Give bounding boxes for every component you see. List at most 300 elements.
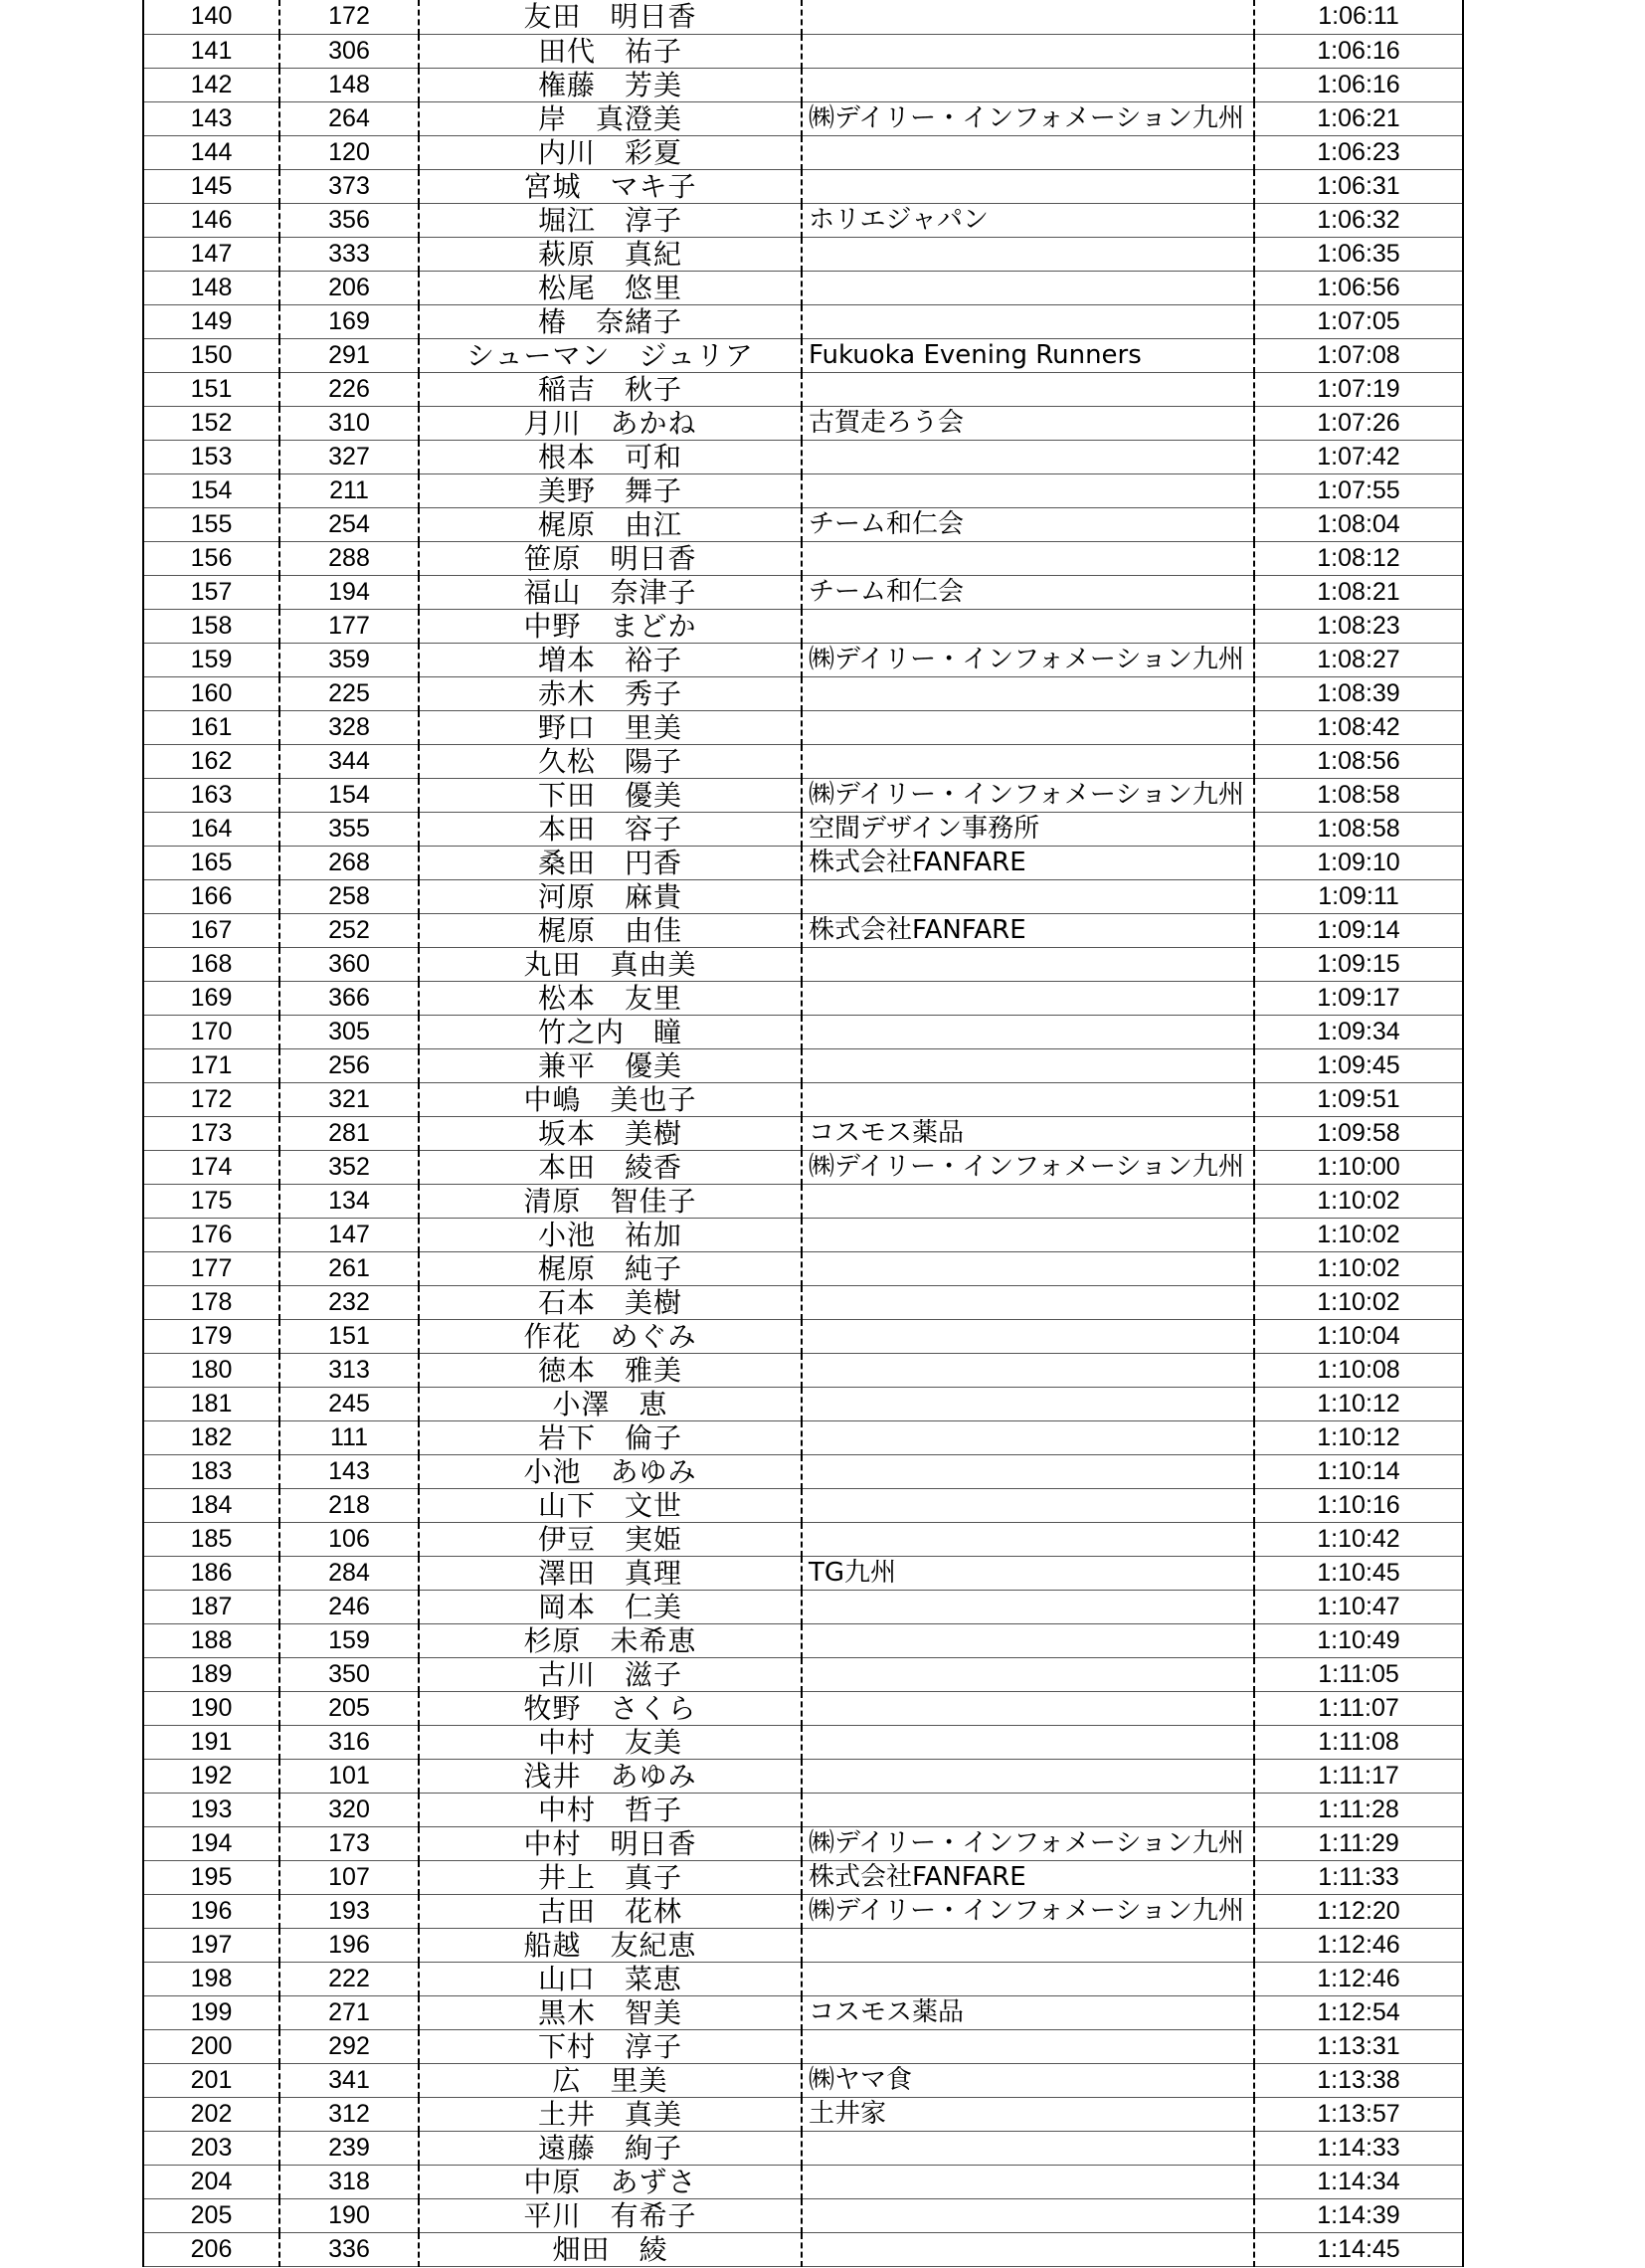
runner-name-cell: 井上 真子: [419, 1860, 802, 1894]
rank-cell: 170: [143, 1015, 279, 1048]
table-row: [143, 1759, 1463, 1793]
bib-number-cell: 258: [279, 879, 419, 913]
table-row: [143, 1082, 1463, 1116]
runner-name-cell: 平川 有希子: [419, 2198, 802, 2232]
team-cell: [802, 1285, 1254, 1319]
table-row: [143, 541, 1463, 575]
bib-number-cell: 261: [279, 1251, 419, 1285]
rank-cell: 151: [143, 372, 279, 406]
bib-number-cell: 173: [279, 1826, 419, 1860]
finish-time-cell: 1:14:45: [1254, 2232, 1463, 2266]
table-row: [143, 507, 1463, 541]
rank-cell: 184: [143, 1488, 279, 1522]
rank-cell: 173: [143, 1116, 279, 1150]
rank-cell: 205: [143, 2198, 279, 2232]
table-row: [143, 1454, 1463, 1488]
rank-cell: 145: [143, 169, 279, 203]
bib-number-cell: 281: [279, 1116, 419, 1150]
table-row: [143, 406, 1463, 440]
team-cell: Fukuoka Evening Runners: [802, 338, 1254, 372]
runner-name-cell: 友田 明日香: [419, 0, 802, 34]
bib-number-cell: 327: [279, 440, 419, 473]
rank-cell: 197: [143, 1928, 279, 1962]
table-row: [143, 271, 1463, 304]
rank-cell: 164: [143, 812, 279, 846]
finish-time-cell: 1:11:28: [1254, 1793, 1463, 1826]
team-cell: [802, 1387, 1254, 1420]
table-row: [143, 440, 1463, 473]
team-cell: 古賀走ろう会: [802, 406, 1254, 440]
finish-time-cell: 1:11:08: [1254, 1725, 1463, 1759]
runner-name-cell: 竹之内 瞳: [419, 1015, 802, 1048]
runner-name-cell: 梶原 由佳: [419, 913, 802, 947]
bib-number-cell: 147: [279, 1218, 419, 1251]
rank-cell: 202: [143, 2097, 279, 2131]
team-cell: [802, 1048, 1254, 1082]
finish-time-cell: 1:13:31: [1254, 2029, 1463, 2063]
bib-number-cell: 120: [279, 135, 419, 169]
team-cell: [802, 1590, 1254, 1623]
team-cell: [802, 947, 1254, 981]
team-cell: [802, 2131, 1254, 2165]
team-cell: [802, 2198, 1254, 2232]
rank-cell: 185: [143, 1522, 279, 1556]
team-cell: [802, 271, 1254, 304]
finish-time-cell: 1:06:56: [1254, 271, 1463, 304]
team-cell: [802, 541, 1254, 575]
finish-time-cell: 1:06:35: [1254, 237, 1463, 271]
table-row: [143, 1353, 1463, 1387]
team-cell: [802, 237, 1254, 271]
team-cell: [802, 1928, 1254, 1962]
bib-number-cell: 312: [279, 2097, 419, 2131]
table-row: [143, 2029, 1463, 2063]
table-row: [143, 913, 1463, 947]
table-row: [143, 1488, 1463, 1522]
rank-cell: 158: [143, 609, 279, 643]
runner-name-cell: 笹原 明日香: [419, 541, 802, 575]
table-row: [143, 2131, 1463, 2165]
finish-time-cell: 1:10:08: [1254, 1353, 1463, 1387]
team-cell: [802, 609, 1254, 643]
table-row: [143, 1894, 1463, 1928]
runner-name-cell: 山口 菜恵: [419, 1962, 802, 1995]
bib-number-cell: 106: [279, 1522, 419, 1556]
bib-number-cell: 305: [279, 1015, 419, 1048]
bib-number-cell: 151: [279, 1319, 419, 1353]
bib-number-cell: 359: [279, 643, 419, 676]
finish-time-cell: 1:10:00: [1254, 1150, 1463, 1184]
table-row: [143, 304, 1463, 338]
team-cell: [802, 135, 1254, 169]
rank-cell: 171: [143, 1048, 279, 1082]
finish-time-cell: 1:10:42: [1254, 1522, 1463, 1556]
table-row: [143, 1623, 1463, 1657]
team-cell: [802, 981, 1254, 1015]
table-row: [143, 1928, 1463, 1962]
finish-time-cell: 1:09:14: [1254, 913, 1463, 947]
bib-number-cell: 245: [279, 1387, 419, 1420]
finish-time-cell: 1:10:12: [1254, 1420, 1463, 1454]
bib-number-cell: 350: [279, 1657, 419, 1691]
bib-number-cell: 211: [279, 473, 419, 507]
table-row: [143, 1522, 1463, 1556]
finish-time-cell: 1:10:02: [1254, 1218, 1463, 1251]
runner-name-cell: 椿 奈緒子: [419, 304, 802, 338]
team-cell: コスモス薬品: [802, 1995, 1254, 2029]
team-cell: [802, 1454, 1254, 1488]
table-row: [143, 34, 1463, 68]
finish-time-cell: 1:10:02: [1254, 1285, 1463, 1319]
table-row: [143, 68, 1463, 101]
rank-cell: 165: [143, 846, 279, 879]
finish-time-cell: 1:08:58: [1254, 812, 1463, 846]
table-row: [143, 1793, 1463, 1826]
finish-time-cell: 1:06:31: [1254, 169, 1463, 203]
rank-cell: 186: [143, 1556, 279, 1590]
rank-cell: 149: [143, 304, 279, 338]
team-cell: [802, 2029, 1254, 2063]
bib-number-cell: 352: [279, 1150, 419, 1184]
finish-time-cell: 1:08:27: [1254, 643, 1463, 676]
table-row: [143, 643, 1463, 676]
finish-time-cell: 1:14:39: [1254, 2198, 1463, 2232]
runner-name-cell: 萩原 真紀: [419, 237, 802, 271]
rank-cell: 150: [143, 338, 279, 372]
table-row: [143, 473, 1463, 507]
rank-cell: 156: [143, 541, 279, 575]
team-cell: [802, 34, 1254, 68]
finish-time-cell: 1:09:10: [1254, 846, 1463, 879]
runner-name-cell: 坂本 美樹: [419, 1116, 802, 1150]
rank-cell: 142: [143, 68, 279, 101]
rank-cell: 174: [143, 1150, 279, 1184]
rank-cell: 153: [143, 440, 279, 473]
runner-name-cell: 徳本 雅美: [419, 1353, 802, 1387]
rank-cell: 204: [143, 2165, 279, 2198]
runner-name-cell: 河原 麻貴: [419, 879, 802, 913]
finish-time-cell: 1:13:38: [1254, 2063, 1463, 2097]
finish-time-cell: 1:07:05: [1254, 304, 1463, 338]
bib-number-cell: 206: [279, 271, 419, 304]
team-cell: ㈱デイリー・インフォメーション九州: [802, 1150, 1254, 1184]
bib-number-cell: 159: [279, 1623, 419, 1657]
rank-cell: 143: [143, 101, 279, 135]
team-cell: [802, 1184, 1254, 1218]
runner-name-cell: 丸田 真由美: [419, 947, 802, 981]
bib-number-cell: 355: [279, 812, 419, 846]
finish-time-cell: 1:10:02: [1254, 1251, 1463, 1285]
bib-number-cell: 101: [279, 1759, 419, 1793]
team-cell: [802, 2165, 1254, 2198]
bib-number-cell: 328: [279, 710, 419, 744]
bib-number-cell: 341: [279, 2063, 419, 2097]
runner-name-cell: 兼平 優美: [419, 1048, 802, 1082]
runner-name-cell: 中村 友美: [419, 1725, 802, 1759]
runner-name-cell: 福山 奈津子: [419, 575, 802, 609]
finish-time-cell: 1:10:14: [1254, 1454, 1463, 1488]
table-row: [143, 1184, 1463, 1218]
table-row: [143, 1826, 1463, 1860]
finish-time-cell: 1:09:15: [1254, 947, 1463, 981]
table-row: [143, 1319, 1463, 1353]
team-cell: [802, 1251, 1254, 1285]
rank-cell: 157: [143, 575, 279, 609]
finish-time-cell: 1:08:58: [1254, 778, 1463, 812]
rank-cell: 172: [143, 1082, 279, 1116]
rank-cell: 155: [143, 507, 279, 541]
team-cell: コスモス薬品: [802, 1116, 1254, 1150]
team-cell: チーム和仁会: [802, 575, 1254, 609]
rank-cell: 166: [143, 879, 279, 913]
team-cell: ホリエジャパン: [802, 203, 1254, 237]
table-row: [143, 710, 1463, 744]
finish-time-cell: 1:06:11: [1254, 0, 1463, 34]
team-cell: [802, 1353, 1254, 1387]
team-cell: [802, 2232, 1254, 2266]
finish-time-cell: 1:08:42: [1254, 710, 1463, 744]
table-row: [143, 0, 1463, 34]
runner-name-cell: 稲吉 秋子: [419, 372, 802, 406]
bib-number-cell: 225: [279, 676, 419, 710]
rank-cell: 176: [143, 1218, 279, 1251]
rank-cell: 180: [143, 1353, 279, 1387]
bib-number-cell: 190: [279, 2198, 419, 2232]
table-row: [143, 1691, 1463, 1725]
team-cell: 株式会社FANFARE: [802, 846, 1254, 879]
runner-name-cell: 月川 あかね: [419, 406, 802, 440]
finish-time-cell: 1:12:54: [1254, 1995, 1463, 2029]
runner-name-cell: 小池 あゆみ: [419, 1454, 802, 1488]
runner-name-cell: 増本 裕子: [419, 643, 802, 676]
rank-cell: 178: [143, 1285, 279, 1319]
team-cell: [802, 0, 1254, 34]
runner-name-cell: 中野 まどか: [419, 609, 802, 643]
team-cell: [802, 1623, 1254, 1657]
table-row: [143, 1218, 1463, 1251]
finish-time-cell: 1:06:23: [1254, 135, 1463, 169]
finish-time-cell: 1:08:23: [1254, 609, 1463, 643]
table-row: [143, 1015, 1463, 1048]
rank-cell: 154: [143, 473, 279, 507]
runner-name-cell: 古田 花林: [419, 1894, 802, 1928]
rank-cell: 203: [143, 2131, 279, 2165]
table-row: [143, 338, 1463, 372]
runner-name-cell: 権藤 芳美: [419, 68, 802, 101]
team-cell: [802, 710, 1254, 744]
team-cell: 土井家: [802, 2097, 1254, 2131]
table-row: [143, 1251, 1463, 1285]
rank-cell: 188: [143, 1623, 279, 1657]
finish-time-cell: 1:07:19: [1254, 372, 1463, 406]
rank-cell: 152: [143, 406, 279, 440]
runner-name-cell: 古川 滋子: [419, 1657, 802, 1691]
team-cell: [802, 676, 1254, 710]
finish-time-cell: 1:09:51: [1254, 1082, 1463, 1116]
bib-number-cell: 271: [279, 1995, 419, 2029]
team-cell: [802, 1759, 1254, 1793]
bib-number-cell: 321: [279, 1082, 419, 1116]
rank-cell: 191: [143, 1725, 279, 1759]
table-row: [143, 1387, 1463, 1420]
bib-number-cell: 366: [279, 981, 419, 1015]
rank-cell: 199: [143, 1995, 279, 2029]
team-cell: [802, 1793, 1254, 1826]
finish-time-cell: 1:09:34: [1254, 1015, 1463, 1048]
rank-cell: 194: [143, 1826, 279, 1860]
bib-number-cell: 252: [279, 913, 419, 947]
runner-name-cell: 内川 彩夏: [419, 135, 802, 169]
rank-cell: 206: [143, 2232, 279, 2266]
runner-name-cell: 清原 智佳子: [419, 1184, 802, 1218]
finish-time-cell: 1:12:20: [1254, 1894, 1463, 1928]
runner-name-cell: 黒木 智美: [419, 1995, 802, 2029]
bib-number-cell: 232: [279, 1285, 419, 1319]
bib-number-cell: 169: [279, 304, 419, 338]
runner-name-cell: 中村 明日香: [419, 1826, 802, 1860]
runner-name-cell: 船越 友紀恵: [419, 1928, 802, 1962]
table-row: [143, 947, 1463, 981]
team-cell: [802, 169, 1254, 203]
runner-name-cell: 山下 文世: [419, 1488, 802, 1522]
rank-cell: 147: [143, 237, 279, 271]
team-cell: 空間デザイン事務所: [802, 812, 1254, 846]
runner-name-cell: 下村 淳子: [419, 2029, 802, 2063]
bib-number-cell: 196: [279, 1928, 419, 1962]
bib-number-cell: 218: [279, 1488, 419, 1522]
table-row: [143, 1150, 1463, 1184]
table-row: [143, 1860, 1463, 1894]
runner-name-cell: 伊豆 実姫: [419, 1522, 802, 1556]
table-row: [143, 372, 1463, 406]
finish-time-cell: 1:10:16: [1254, 1488, 1463, 1522]
finish-time-cell: 1:10:47: [1254, 1590, 1463, 1623]
team-cell: ㈱デイリー・インフォメーション九州: [802, 643, 1254, 676]
rank-cell: 195: [143, 1860, 279, 1894]
runner-name-cell: 広 里美: [419, 2063, 802, 2097]
finish-time-cell: 1:11:17: [1254, 1759, 1463, 1793]
finish-time-cell: 1:06:32: [1254, 203, 1463, 237]
rank-cell: 201: [143, 2063, 279, 2097]
table-row: [143, 1725, 1463, 1759]
table-row: [143, 1590, 1463, 1623]
rank-cell: 179: [143, 1319, 279, 1353]
bib-number-cell: 194: [279, 575, 419, 609]
bib-number-cell: 177: [279, 609, 419, 643]
runner-name-cell: 美野 舞子: [419, 473, 802, 507]
table-row: [143, 2097, 1463, 2131]
finish-time-cell: 1:13:57: [1254, 2097, 1463, 2131]
table-row: [143, 1556, 1463, 1590]
team-cell: [802, 1082, 1254, 1116]
team-cell: [802, 1657, 1254, 1691]
team-cell: [802, 1015, 1254, 1048]
results-table-body: [143, 0, 1463, 2266]
bib-number-cell: 205: [279, 1691, 419, 1725]
table-row: [143, 1285, 1463, 1319]
runner-name-cell: 本田 綾香: [419, 1150, 802, 1184]
team-cell: [802, 1488, 1254, 1522]
runner-name-cell: 浅井 あゆみ: [419, 1759, 802, 1793]
rank-cell: 161: [143, 710, 279, 744]
runner-name-cell: 下田 優美: [419, 778, 802, 812]
finish-time-cell: 1:07:08: [1254, 338, 1463, 372]
table-row: [143, 2198, 1463, 2232]
rank-cell: 141: [143, 34, 279, 68]
runner-name-cell: 土井 真美: [419, 2097, 802, 2131]
runner-name-cell: 中原 あずさ: [419, 2165, 802, 2198]
bib-number-cell: 344: [279, 744, 419, 778]
team-cell: ㈱デイリー・インフォメーション九州: [802, 778, 1254, 812]
finish-time-cell: 1:08:39: [1254, 676, 1463, 710]
results-table: [142, 0, 1464, 2267]
runner-name-cell: 野口 里美: [419, 710, 802, 744]
table-row: [143, 169, 1463, 203]
rank-cell: 187: [143, 1590, 279, 1623]
rank-cell: 140: [143, 0, 279, 34]
finish-time-cell: 1:07:42: [1254, 440, 1463, 473]
finish-time-cell: 1:11:07: [1254, 1691, 1463, 1725]
runner-name-cell: 小澤 恵: [419, 1387, 802, 1420]
rank-cell: 167: [143, 913, 279, 947]
team-cell: [802, 1725, 1254, 1759]
team-cell: [802, 744, 1254, 778]
finish-time-cell: 1:08:04: [1254, 507, 1463, 541]
team-cell: [802, 1962, 1254, 1995]
runner-name-cell: 松尾 悠里: [419, 271, 802, 304]
runner-name-cell: シューマン ジュリア: [419, 338, 802, 372]
finish-time-cell: 1:14:33: [1254, 2131, 1463, 2165]
team-cell: [802, 1420, 1254, 1454]
rank-cell: 177: [143, 1251, 279, 1285]
bib-number-cell: 256: [279, 1048, 419, 1082]
table-row: [143, 2232, 1463, 2266]
bib-number-cell: 313: [279, 1353, 419, 1387]
finish-time-cell: 1:10:12: [1254, 1387, 1463, 1420]
rank-cell: 148: [143, 271, 279, 304]
table-row: [143, 1995, 1463, 2029]
team-cell: [802, 372, 1254, 406]
rank-cell: 144: [143, 135, 279, 169]
runner-name-cell: 久松 陽子: [419, 744, 802, 778]
bib-number-cell: 111: [279, 1420, 419, 1454]
runner-name-cell: 中嶋 美也子: [419, 1082, 802, 1116]
table-row: [143, 203, 1463, 237]
rank-cell: 160: [143, 676, 279, 710]
runner-name-cell: 杉原 未希恵: [419, 1623, 802, 1657]
finish-time-cell: 1:10:45: [1254, 1556, 1463, 1590]
runner-name-cell: 澤田 真理: [419, 1556, 802, 1590]
table-row: [143, 2063, 1463, 2097]
runner-name-cell: 宮城 マキ子: [419, 169, 802, 203]
team-cell: [802, 1218, 1254, 1251]
table-row: [143, 609, 1463, 643]
bib-number-cell: 292: [279, 2029, 419, 2063]
finish-time-cell: 1:09:11: [1254, 879, 1463, 913]
runner-name-cell: 遠藤 絢子: [419, 2131, 802, 2165]
table-row: [143, 1048, 1463, 1082]
bib-number-cell: 284: [279, 1556, 419, 1590]
finish-time-cell: 1:06:16: [1254, 34, 1463, 68]
finish-time-cell: 1:11:33: [1254, 1860, 1463, 1894]
finish-time-cell: 1:08:56: [1254, 744, 1463, 778]
table-row: [143, 2165, 1463, 2198]
rank-cell: 169: [143, 981, 279, 1015]
table-row: [143, 1420, 1463, 1454]
finish-time-cell: 1:11:29: [1254, 1826, 1463, 1860]
runner-name-cell: 岡本 仁美: [419, 1590, 802, 1623]
finish-time-cell: 1:12:46: [1254, 1928, 1463, 1962]
